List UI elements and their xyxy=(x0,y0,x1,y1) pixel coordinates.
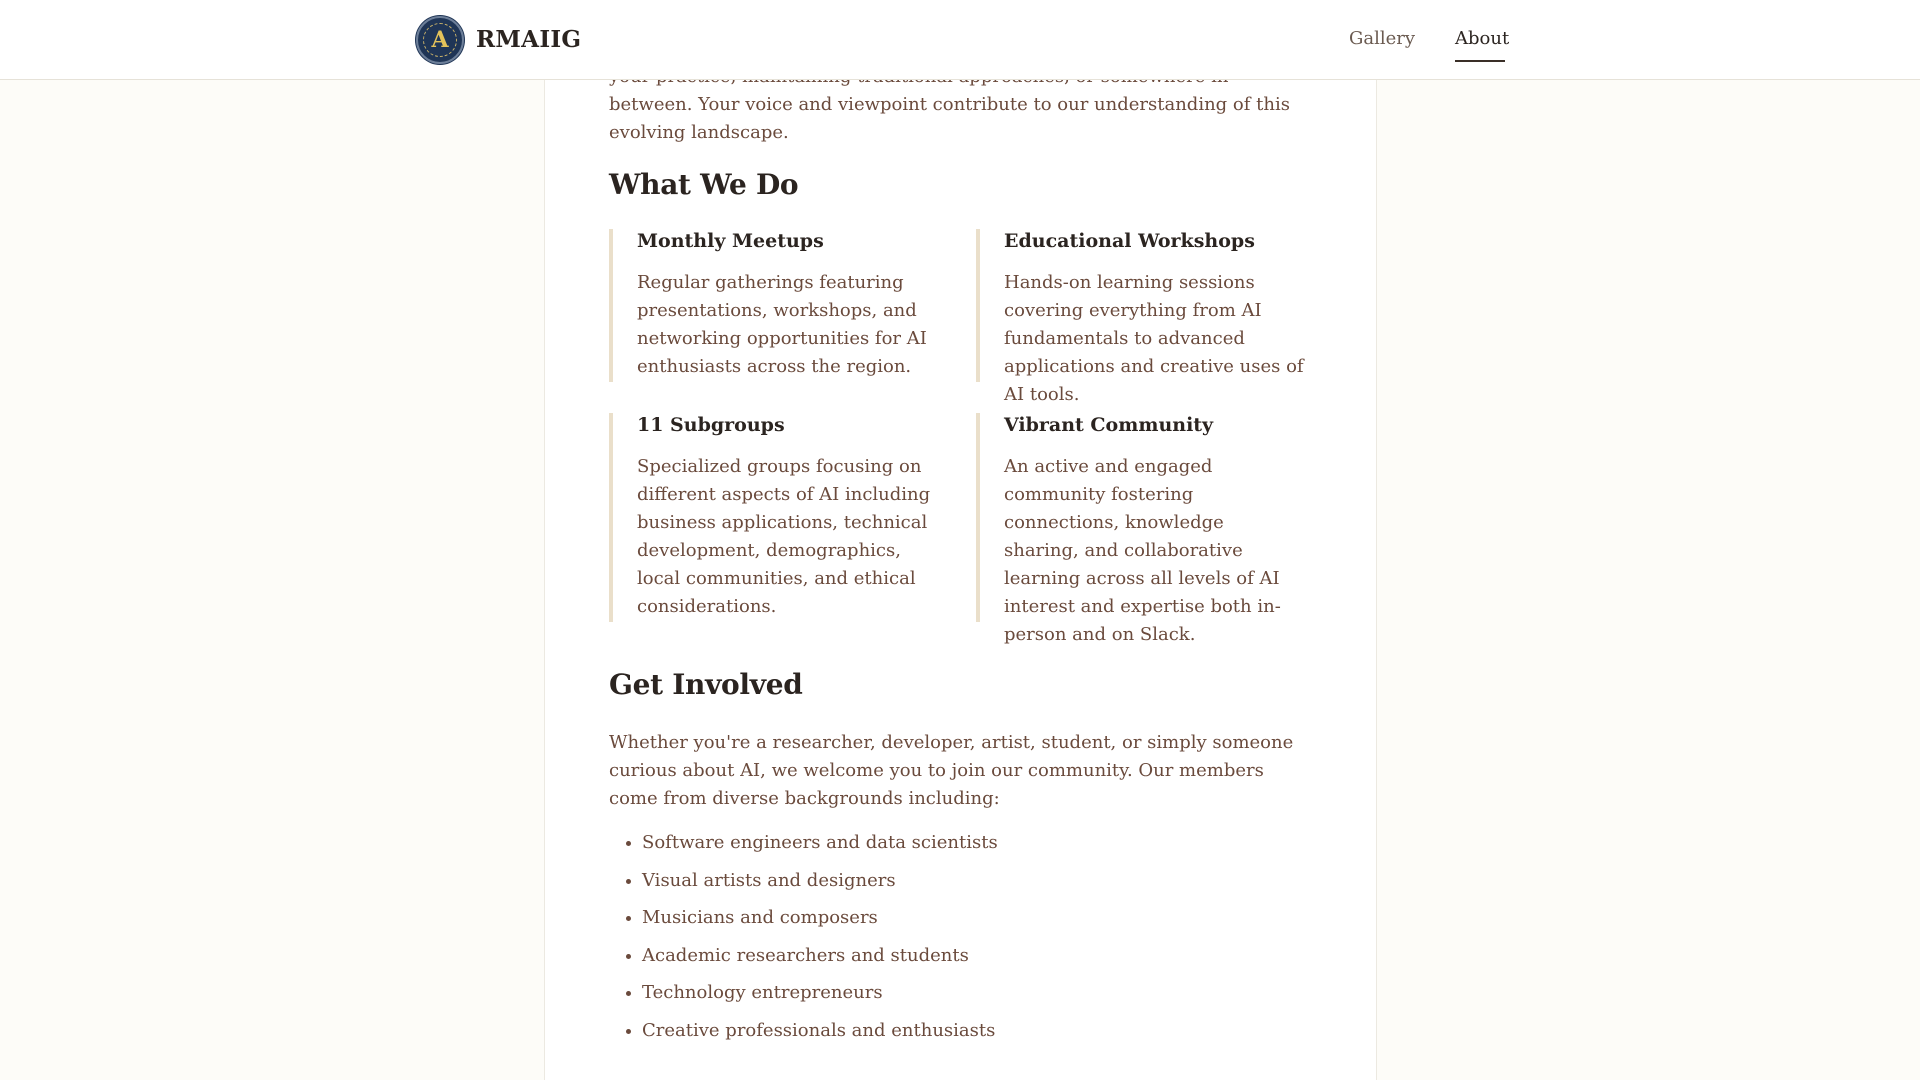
get-involved-heading: Get Involved xyxy=(609,668,803,701)
feature-vibrant-community xyxy=(976,413,1306,645)
feature-description: Hands-on learning sessions covering everything from AI fundamentals to advanced applications and creative uses of AI tools. xyxy=(1004,272,1304,405)
feature-subgroups xyxy=(609,413,939,622)
nav-about-link[interactable]: About xyxy=(1455,28,1510,49)
list-item: Musicians and composers xyxy=(609,904,998,932)
nav-gallery-link[interactable]: Gallery xyxy=(1349,28,1416,49)
get-involved-paragraph: Whether you're a researcher, developer, artist, student, or simply someone curious about AI, we welcome you to join our community. Our members come from diverse backgrounds including: xyxy=(609,732,1294,809)
bullet-icon xyxy=(626,1029,631,1034)
feature-title: Vibrant Community xyxy=(1004,414,1214,436)
list-item: Technology entrepreneurs xyxy=(609,979,998,1007)
feature-title: Educational Workshops xyxy=(1004,230,1255,252)
logo-icon[interactable] xyxy=(416,16,464,64)
brand-name[interactable]: RMAIIG xyxy=(476,26,582,53)
what-we-do-heading: What We Do xyxy=(609,168,799,201)
feature-title: 11 Subgroups xyxy=(637,414,785,436)
logo-letter: A xyxy=(431,27,449,53)
feature-description: Specialized groups focusing on different aspects of AI including business applications, technical development, demographics, local communities, and ethical considerations. xyxy=(637,456,931,617)
content-card xyxy=(544,0,1377,1080)
bullet-icon xyxy=(626,879,631,884)
list-item: Software engineers and data scientists xyxy=(609,829,998,857)
intro-paragraph: between. Your voice and viewpoint contribute to our understanding of this evolving landscape. xyxy=(609,94,1290,143)
feature-educational-workshops xyxy=(976,229,1306,405)
feature-description: Regular gatherings featuring presentations, workshops, and networking opportunities for AI enthusiasts across the region. xyxy=(637,272,927,377)
site-header xyxy=(0,0,1920,80)
list-item: Academic researchers and students xyxy=(609,942,998,970)
feature-title: Monthly Meetups xyxy=(637,230,824,252)
bullet-icon xyxy=(626,916,631,921)
feature-description: An active and engaged community fostering connections, knowledge sharing, and collaborative learning across all levels of AI interest and expertise both in-person and on Slack. xyxy=(1004,456,1281,645)
active-nav-underline xyxy=(1455,60,1505,62)
list-item: Visual artists and designers xyxy=(609,867,998,895)
list-item: Creative professionals and enthusiasts xyxy=(609,1017,998,1045)
bullet-icon xyxy=(626,991,631,996)
bullet-icon xyxy=(626,841,631,846)
bullet-icon xyxy=(626,954,631,959)
backgrounds-list xyxy=(609,829,998,1054)
feature-monthly-meetups xyxy=(609,229,939,382)
